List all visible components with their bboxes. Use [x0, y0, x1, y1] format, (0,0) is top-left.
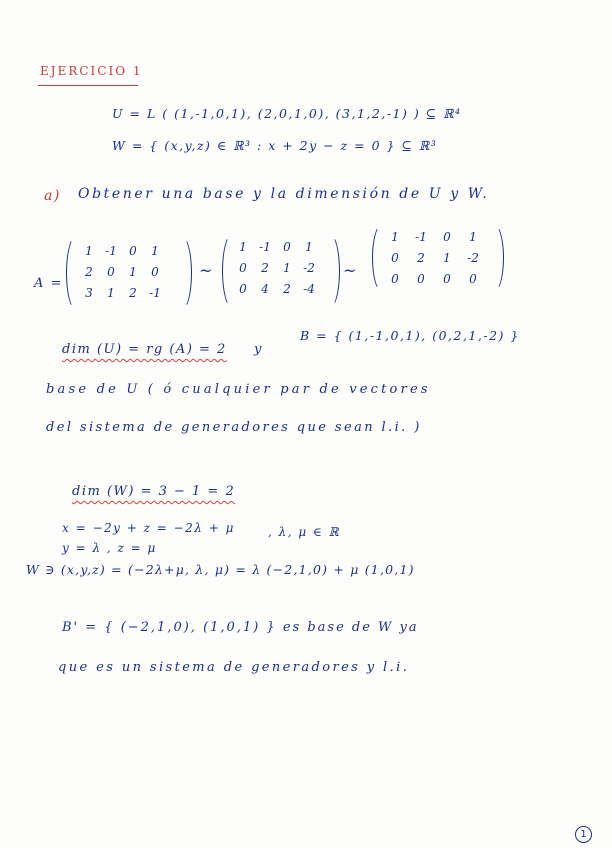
matrix-cell: 3: [85, 285, 93, 300]
matrix-b: [232, 236, 320, 299]
dimension-W: dim (W) = 3 − 1 = 2: [72, 484, 236, 499]
parametric-y-z: y = λ , z = μ: [62, 541, 157, 555]
matrix-cell: 1: [443, 250, 451, 265]
matrix-cell: 1: [85, 243, 93, 258]
matrix-cell: 1: [129, 264, 137, 279]
matrix-cell: -1: [259, 239, 271, 254]
matrix-cell: -2: [467, 250, 479, 265]
matrix-cell: 1: [151, 243, 159, 258]
matrix-cell: 2: [283, 281, 291, 296]
equivalence-tilde-1: ~: [199, 261, 214, 280]
matrix-row: [78, 240, 166, 261]
matrix-row: [232, 278, 320, 299]
basis-W: B' = { (−2,1,0), (1,0,1) } es base de W ya: [62, 620, 419, 635]
matrix-row: [382, 226, 486, 247]
matrix-cell: -1: [415, 229, 427, 244]
conjunction-y: y: [254, 342, 263, 357]
basis-U-note-1: base de U ( ó cualquier par de vectores: [46, 382, 431, 397]
page-number: 1: [575, 826, 592, 843]
matrix-row: [78, 282, 166, 303]
matrix-cell: 0: [417, 271, 425, 286]
matrix-cell: 1: [283, 260, 291, 275]
matrix-cell: 0: [283, 239, 291, 254]
matrix-cell: 1: [107, 285, 115, 300]
matrix-row: [78, 261, 166, 282]
part-a-statement: Obtener una base y la dimensión de U y W.: [78, 186, 490, 202]
matrix-row: [382, 247, 486, 268]
matrix-cell: 0: [443, 229, 451, 244]
matrix-cell: 0: [391, 271, 399, 286]
matrix-a-right-paren: [172, 236, 192, 310]
basis-U: B = { (1,-1,0,1), (0,2,1,-2) }: [300, 328, 520, 343]
matrix-cell: 1: [305, 239, 313, 254]
matrix-cell: 0: [391, 250, 399, 265]
matrix-cell: 1: [391, 229, 399, 244]
matrix-c-right-paren: [484, 224, 504, 292]
matrix-cell: 0: [107, 264, 115, 279]
title-underline: [38, 85, 138, 86]
matrix-row: [382, 268, 486, 289]
matrix-c: [382, 226, 486, 289]
basis-W-note: que es un sistema de generadores y l.i.: [58, 660, 410, 675]
matrix-cell: 1: [469, 229, 477, 244]
matrix-a: [78, 240, 166, 303]
basis-U-note-2: del sistema de generadores que sean l.i. ): [46, 420, 422, 435]
parametric-x: x = −2y + z = −2λ + μ: [62, 521, 235, 535]
matrix-cell: 1: [239, 239, 247, 254]
matrix-cell: 0: [443, 271, 451, 286]
matrix-cell: 0: [129, 243, 137, 258]
matrix-cell: 0: [239, 260, 247, 275]
matrix-cell: 0: [151, 264, 159, 279]
matrix-cell: 4: [261, 281, 269, 296]
parameters-domain: , λ, μ ∈ ℝ: [268, 525, 341, 539]
matrix-label: A =: [34, 276, 63, 291]
definition-W: W = { (x,y,z) ∈ ℝ³ : x + 2y − z = 0 } ⊆ ℝ³: [112, 138, 438, 153]
dimension-U: dim (U) = rg (A) = 2: [62, 342, 227, 357]
matrix-cell: 2: [85, 264, 93, 279]
equivalence-tilde-2: ~: [343, 261, 358, 280]
W-generic-vector: W ∋ (x,y,z) = (−2λ+μ, λ, μ) = λ (−2,1,0) + μ (1,0,1): [26, 562, 415, 577]
matrix-cell: 0: [469, 271, 477, 286]
part-a-label: a): [44, 188, 61, 204]
matrix-row: [232, 257, 320, 278]
matrix-b-right-paren: [320, 234, 340, 308]
matrix-cell: -1: [149, 285, 161, 300]
definition-U: U = L ( (1,-1,0,1), (2,0,1,0), (3,1,2,-1) ) ⊆ ℝ⁴: [112, 106, 462, 121]
matrix-cell: 2: [261, 260, 269, 275]
matrix-cell: 2: [417, 250, 425, 265]
matrix-cell: -4: [303, 281, 315, 296]
matrix-cell: 0: [239, 281, 247, 296]
matrix-cell: -2: [303, 260, 315, 275]
matrix-cell: 2: [129, 285, 137, 300]
matrix-row: [232, 236, 320, 257]
exercise-title: EJERCICIO 1: [40, 64, 143, 78]
matrix-cell: -1: [105, 243, 117, 258]
